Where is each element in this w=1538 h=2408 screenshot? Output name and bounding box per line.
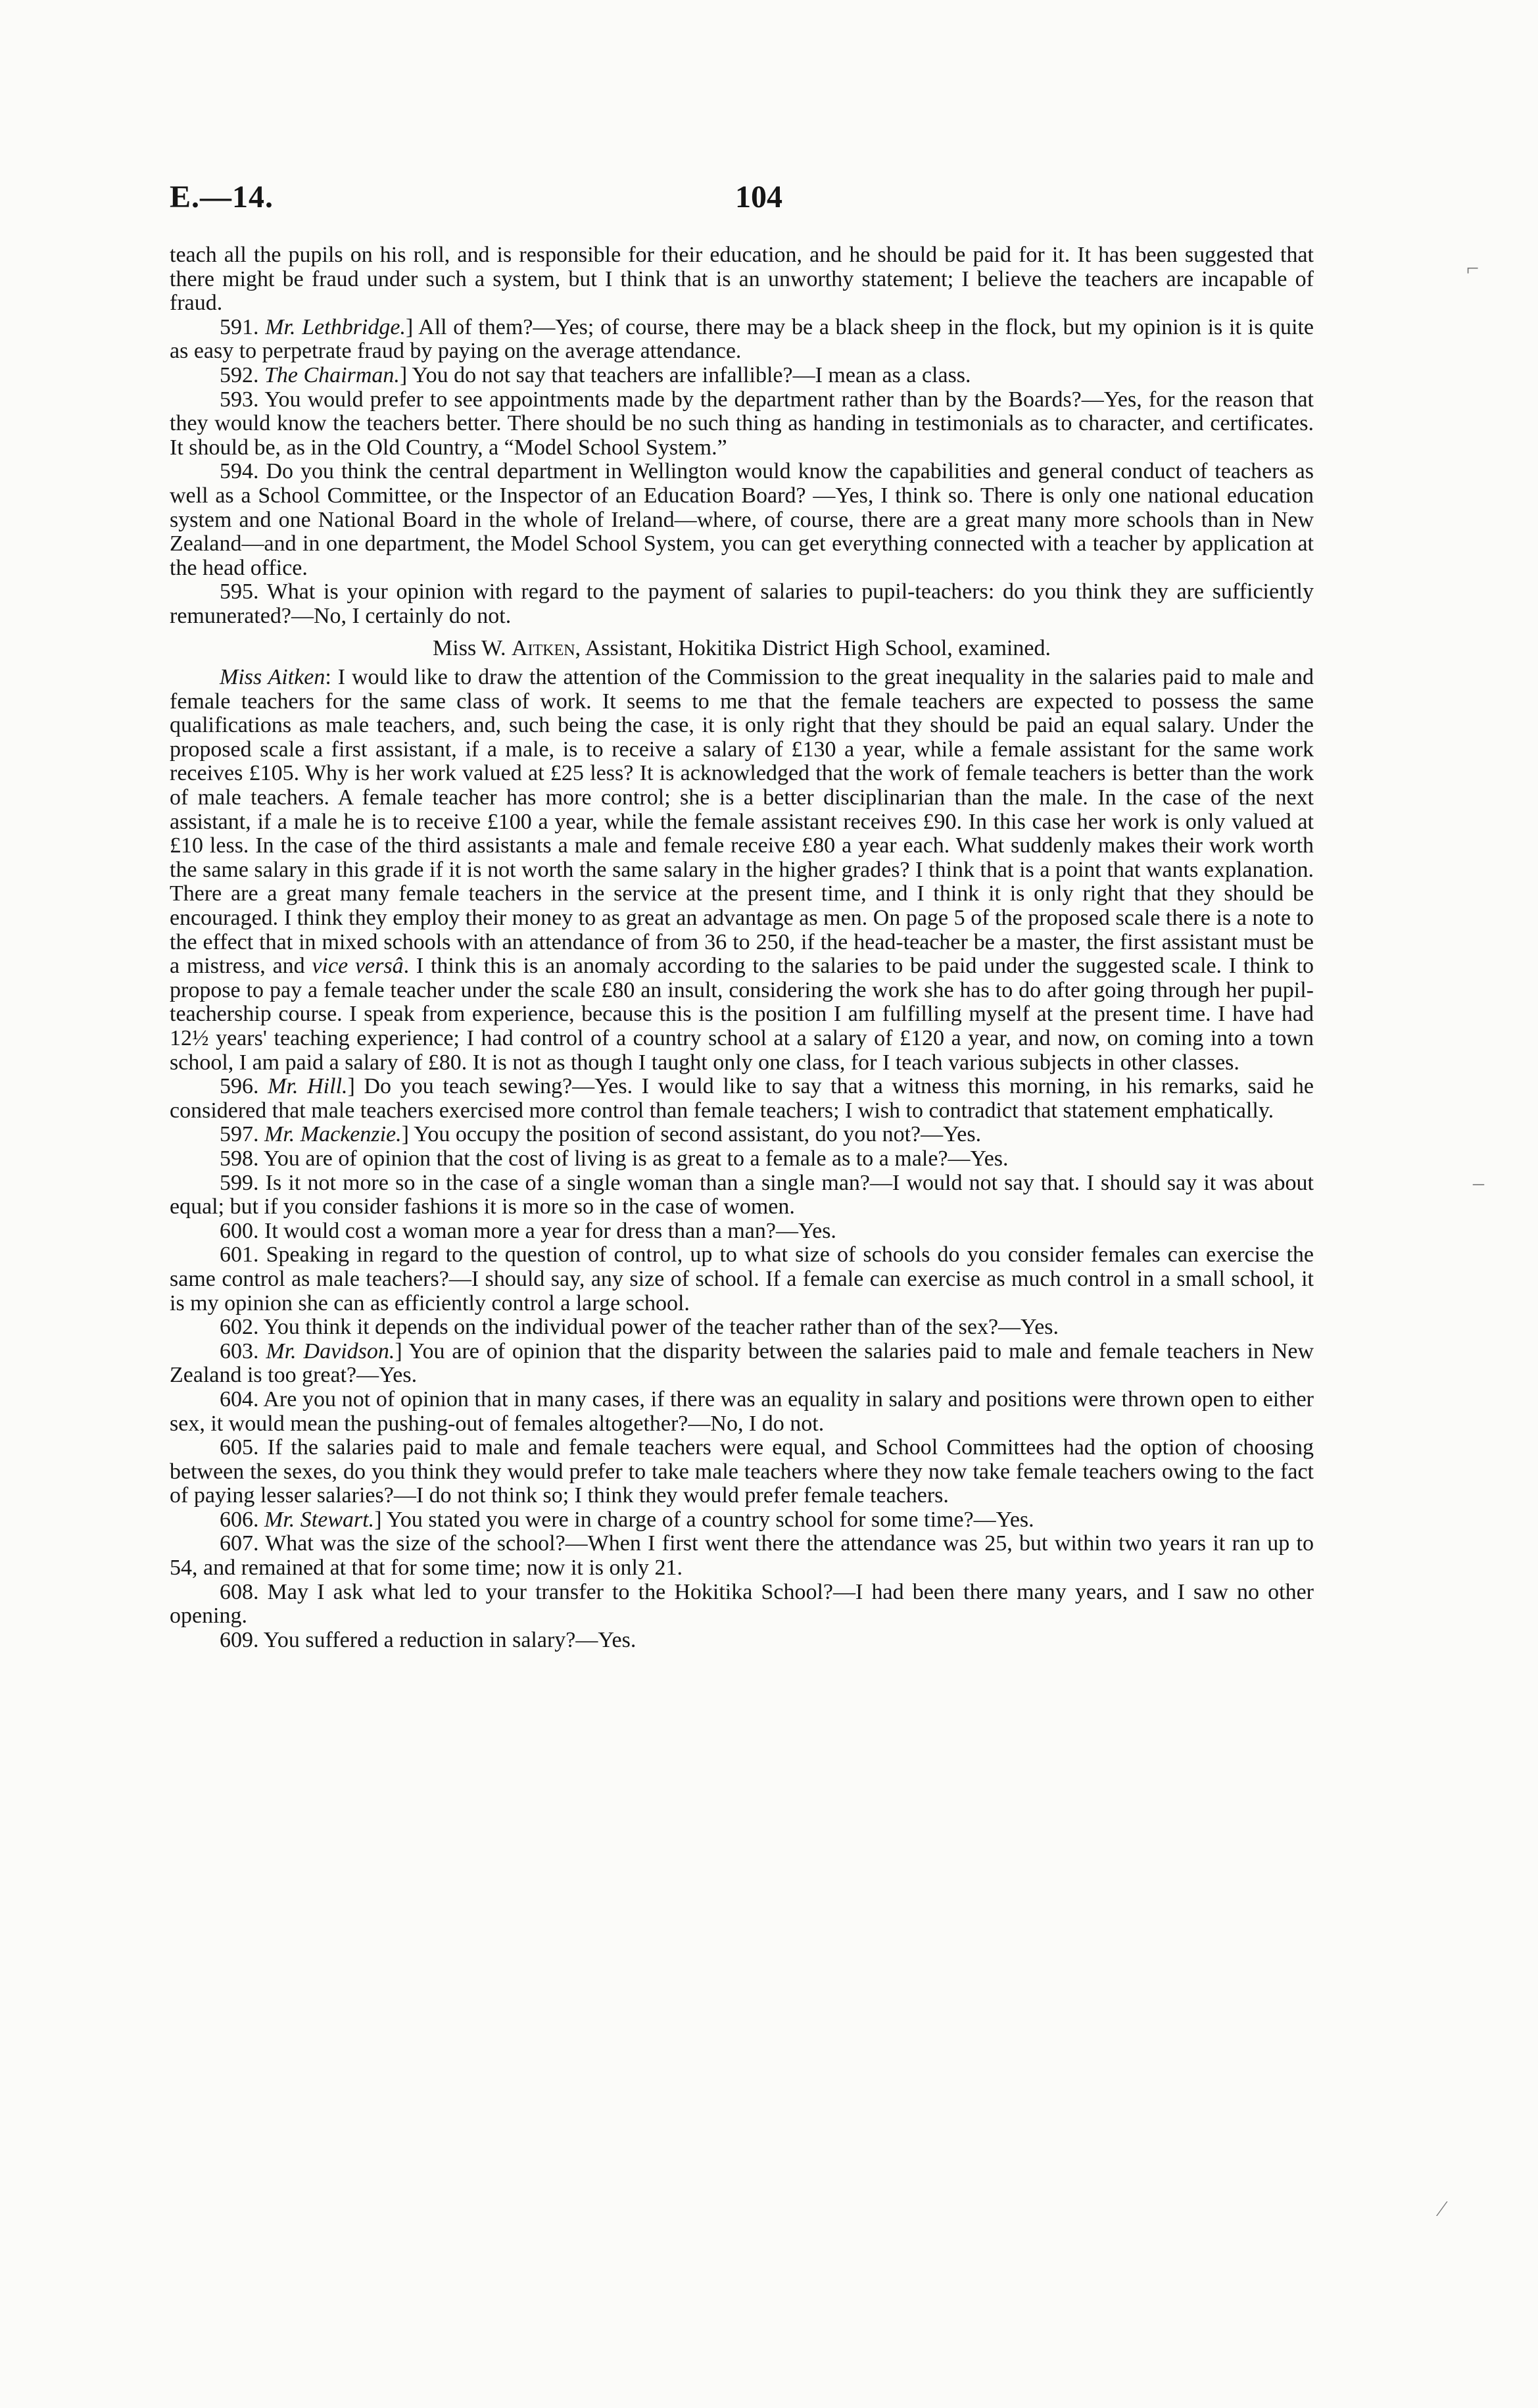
margin-mark-icon: – xyxy=(1473,1171,1484,1195)
question-599: 599. Is it not more so in the case of a single woman than a single man?—I would not say that. I should say it was about equal; but if you consider fashions it is more so in the case of women. xyxy=(170,1170,1314,1219)
document-reference: E.—14. xyxy=(170,180,274,214)
question-602: 602. You think it depends on the individual power of the teacher rather than of the sex?—Yes. xyxy=(220,1315,1059,1340)
speaker-name: Mr. Davidson. xyxy=(266,1339,395,1364)
question-605: 605. If the salaries paid to male and female teachers were equal, and School Committees had the option of choosing between the sexes, do you think they would prefer to take male teachers where they now take female teachers owing to the fact of paying lesser salaries?—I do not think so; I think they would prefer female teachers. xyxy=(170,1435,1314,1508)
speaker-name: Mr. Lethbridge. xyxy=(265,314,406,339)
question-607: 607. What was the size of the school?—When I first went there the attendance was 25, but within two years it ran up to 54, and remained at that for some time; now it is only 21. xyxy=(170,1531,1314,1581)
speaker-name: Miss Aitken xyxy=(220,665,325,690)
speaker-name: The Chairman. xyxy=(264,362,400,387)
speaker-name: Mr. Mackenzie. xyxy=(264,1122,402,1147)
speaker-name: Mr. Stewart. xyxy=(264,1507,375,1532)
document-body xyxy=(170,243,1314,1652)
question-608: 608. May I ask what led to your transfer to the Hokitika School?—I had been there many years, and I saw no other opening. xyxy=(170,1579,1314,1629)
question-597: 597. Mr. Mackenzie.] You occupy the position of second assistant, do you not?—Yes. xyxy=(220,1122,982,1147)
question-596: 596. Mr. Hill.] Do you teach sewing?—Yes. I would like to say that a witness this morning, in his remarks, said he considered that male teachers exercised more control than female teachers; I wish to contradict that statement emphatically. xyxy=(170,1074,1314,1123)
page-header xyxy=(170,179,1353,218)
question-606: 606. Mr. Stewart.] You stated you were in charge of a country school for some time?—Yes. xyxy=(220,1507,1034,1532)
speaker-name: Mr. Hill. xyxy=(268,1074,348,1099)
question-603: 603. Mr. Davidson.] You are of opinion that the disparity between the salaries paid to male and female teachers in New Zealand is too great?—Yes. xyxy=(170,1339,1314,1388)
question-595: 595. What is your opinion with regard to the payment of salaries to pupil-teachers: do you think they are sufficiently remunerated?—No, I certainly do not. xyxy=(170,579,1314,628)
witness-statement: Miss Aitken: I would like to draw the attention of the Commission to the great inequality in the salaries paid to male and female teachers for the same class of work. It seems to me that the female teachers are expected to possess the same qualifications as male teachers, and, such being the case, it is only right that they should be paid an equal salary. Under the proposed scale a first assistant, if a male, is to receive a salary of £130 a year, while a female assistant for the same work receives £105. Why is her work valued at £25 less? It is acknowledged that the work of female teachers is better than the work of male teachers. A female teacher has more control; she is a better disciplinarian than the male. In the case of the next assistant, if a male he is to receive £100 a year, while the female assistant receives £90. In this case her work is only valued at £10 less. In the case of the third assistants a male and female receive £80 a year each. What suddenly makes their work worth the same salary in this grade if it is not worth the same salary in the higher grades? I think that is a point that wants explanation. There are a great many female teachers in the service at the present time, and I think it is only right that they should be encouraged. I think they employ their money to as great an advantage as men. On page 5 of the proposed scale there is a note to the effect that in mixed schools with an attendance of from 36 to 250, if the head-teacher be a master, the first assistant must be a mistress, and vice versâ. I think this is an anomaly according to the salaries to be paid under the suggested scale. I think to propose to pay a female teacher under the scale £80 an insult, considering the work she has to do after going through her pupil-teachership course. I speak from experience, because this is the position I am fulfilling myself at the present time. I have had 12½ years' teaching experience; I had control of a country school at a salary of £120 a year, and now, on coming into a town school, I am paid a salary of £80. It is not as though I taught only one class, for I teach various subjects in other classes. xyxy=(170,665,1314,1075)
question-592: 592. The Chairman.] You do not say that teachers are infallible?—I mean as a class. xyxy=(220,362,971,387)
question-609: 609. You suffered a reduction in salary?—Yes. xyxy=(220,1627,637,1652)
question-600: 600. It would cost a woman more a year for dress than a man?—Yes. xyxy=(220,1218,836,1243)
question-591: 591. Mr. Lethbridge.] All of them?—Yes; of course, there may be a black sheep in the flock, but my opinion is it is quite as easy to perpetrate fraud by paying on the average attendance. xyxy=(170,314,1314,364)
witness-name: Aitken xyxy=(512,635,575,660)
question-594: 594. Do you think the central department in Wellington would know the capabilities and general conduct of teachers as well as a School Committee, or the Inspector of an Education Board? —Yes, I think so. There is only one national education system and one National Board in the whole of Ireland—where, of course, there are a great many more schools than in New Zealand—and in one department, the Model School System, you can get everything connected with a teacher by application at the head office. xyxy=(170,459,1314,580)
question-598: 598. You are of opinion that the cost of living is as great to a female as to a male?—Yes. xyxy=(220,1146,1009,1171)
question-604: 604. Are you not of opinion that in many cases, if there was an equality in salary and positions were thrown open to either sex, it would mean the pushing-out of females altogether?—No, I do not. xyxy=(170,1387,1314,1436)
page-number: 104 xyxy=(735,180,782,214)
question-593: 593. You would prefer to see appointments made by the department rather than by the Boards?—Yes, for the reason that they would know the teachers better. There should be no such thing as handing in testimonials as to character, and certificates. It should be, as in the Old Country, a “Model School System.” xyxy=(170,387,1314,460)
paragraph-continuation: teach all the pupils on his roll, and is responsible for their education, and he should be paid for it. It has been suggested that there might be fraud under such a system, but I think that is an unworthy statement; I believe the teachers are incapable of fraud. xyxy=(170,243,1314,316)
witness-heading: Miss W. Aitken, Assistant, Hokitika District High School, examined. xyxy=(433,635,1051,660)
margin-mark-icon: ⁄ xyxy=(1440,2197,1444,2221)
margin-mark-icon: ⌐ xyxy=(1466,257,1479,281)
question-601: 601. Speaking in regard to the question of control, up to what size of schools do you consider females can exercise the same control as male teachers?—I should say, any size of school. If a female can exercise as much control in a small school, it is my opinion she can as efficiently control a large school. xyxy=(170,1242,1314,1315)
